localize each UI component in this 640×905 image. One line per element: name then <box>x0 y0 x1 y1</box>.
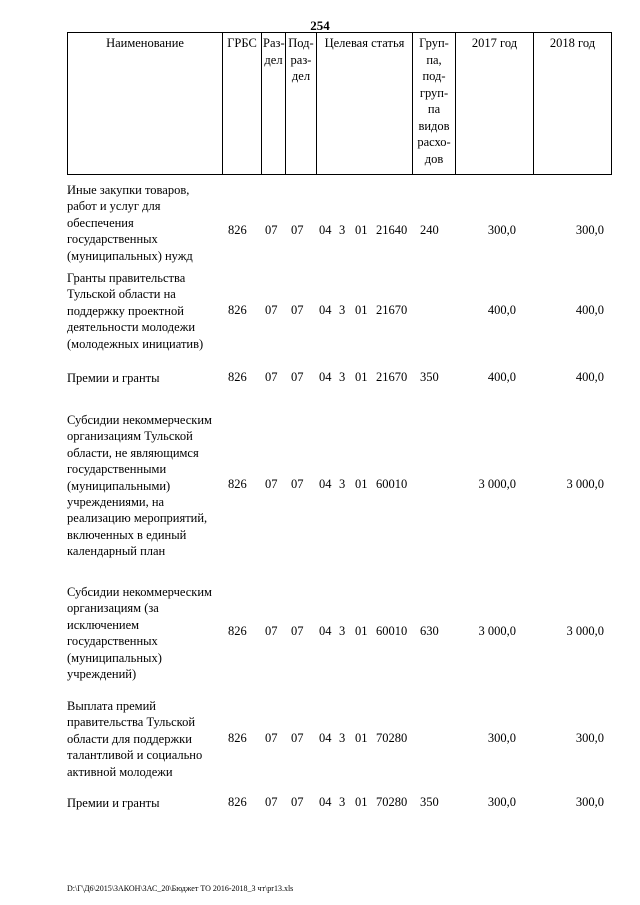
row-section: 07 <box>265 624 278 638</box>
row-expense-type: 630 <box>420 624 439 638</box>
row-2017: 300,0 <box>487 731 516 745</box>
col-section-header: Раз- дел <box>262 33 286 175</box>
row-subsection: 07 <box>291 624 304 638</box>
row-cs-event: 01 <box>355 303 368 317</box>
row-2017: 300,0 <box>487 223 516 237</box>
col-2018-header: 2018 год <box>534 33 612 175</box>
row-grbs: 826 <box>228 731 247 745</box>
row-expense-type: 240 <box>420 223 439 237</box>
row-2018: 300,0 <box>575 795 604 809</box>
row-cs-program: 04 <box>319 370 332 384</box>
row-cs-direction: 60010 <box>376 477 408 491</box>
row-subsection: 07 <box>291 731 304 745</box>
row-grbs: 826 <box>228 795 247 809</box>
row-cs-program: 04 <box>319 624 332 638</box>
row-cs-program: 04 <box>319 223 332 237</box>
row-2017: 400,0 <box>487 370 516 384</box>
row-subsection: 07 <box>291 223 304 237</box>
row-2017: 300,0 <box>487 795 516 809</box>
row-name: Субсидии некоммерческим организациям (за исключением государственных (муниципальных) учреждений) <box>67 585 212 682</box>
row-section: 07 <box>265 303 278 317</box>
row-expense-type: 350 <box>420 370 439 384</box>
col-target-header: Целевая статья <box>317 33 413 175</box>
row-grbs: 826 <box>228 223 247 237</box>
row-grbs: 826 <box>228 303 247 317</box>
col-2017-header: 2017 год <box>456 33 534 175</box>
row-expense-type: 350 <box>420 795 439 809</box>
row-cs-program: 04 <box>319 731 332 745</box>
row-cs-event: 01 <box>355 370 368 384</box>
row-cs-event: 01 <box>355 477 368 491</box>
row-cs-program: 04 <box>319 477 332 491</box>
row-section: 07 <box>265 370 278 384</box>
row-cs-direction: 21640 <box>376 223 408 237</box>
row-cs-type: 3 <box>339 731 346 745</box>
row-grbs: 826 <box>228 477 247 491</box>
row-cs-direction: 21670 <box>376 303 408 317</box>
row-name: Премии и гранты <box>67 796 160 810</box>
row-cs-type: 3 <box>339 477 346 491</box>
file-path-footer: D:\Г\Д6\2015\ЗАКОН\ЗАС_20\Бюджет ТО 2016-2018_3 чт\pr13.xls <box>67 884 294 893</box>
row-cs-event: 01 <box>355 731 368 745</box>
row-name: Гранты правительства Тульской области на поддержку проектной деятельности молодежи (молодежных инициатив) <box>67 271 204 351</box>
table-header <box>67 32 612 175</box>
row-2018: 3 000,0 <box>566 477 604 491</box>
col-subsection-header: Под- раз- дел <box>286 33 317 175</box>
row-2018: 3 000,0 <box>566 624 604 638</box>
row-cs-event: 01 <box>355 223 368 237</box>
row-2018: 400,0 <box>575 370 604 384</box>
row-section: 07 <box>265 223 278 237</box>
row-cs-type: 3 <box>339 303 346 317</box>
row-cs-direction: 70280 <box>376 731 408 745</box>
row-cs-event: 01 <box>355 795 368 809</box>
row-name: Субсидии некоммерческим организациям Тульской области, не являющимся государственными (муниципальными) учреждениями, на реализацию мероприятий, включенных в единый календарный план <box>67 413 212 559</box>
row-cs-type: 3 <box>339 624 346 638</box>
row-grbs: 826 <box>228 370 247 384</box>
row-name: Иные закупки товаров, работ и услуг для обеспечения государственных (муниципальных) нужд <box>67 183 193 263</box>
col-name-header: Наименование <box>68 33 223 175</box>
row-subsection: 07 <box>291 303 304 317</box>
row-cs-type: 3 <box>339 370 346 384</box>
row-section: 07 <box>265 477 278 491</box>
row-section: 07 <box>265 731 278 745</box>
row-cs-program: 04 <box>319 303 332 317</box>
row-section: 07 <box>265 795 278 809</box>
row-2017: 400,0 <box>487 303 516 317</box>
row-cs-type: 3 <box>339 223 346 237</box>
row-cs-program: 04 <box>319 795 332 809</box>
page-number: 254 <box>310 18 330 33</box>
row-cs-direction: 70280 <box>376 795 408 809</box>
row-2018: 400,0 <box>575 303 604 317</box>
row-name: Премии и гранты <box>67 371 160 385</box>
row-subsection: 07 <box>291 795 304 809</box>
row-2017: 3 000,0 <box>478 477 516 491</box>
row-subsection: 07 <box>291 477 304 491</box>
row-2017: 3 000,0 <box>478 624 516 638</box>
row-cs-type: 3 <box>339 795 346 809</box>
row-cs-direction: 60010 <box>376 624 408 638</box>
row-grbs: 826 <box>228 624 247 638</box>
row-2018: 300,0 <box>575 223 604 237</box>
row-cs-direction: 21670 <box>376 370 408 384</box>
col-grbs-header: ГРБС <box>223 33 262 175</box>
row-subsection: 07 <box>291 370 304 384</box>
col-group-header: Груп- па, под- груп- па видов расхо- дов <box>413 33 456 175</box>
row-name: Выплата премий правительства Тульской области для поддержки талантливой и социально активной молодежи <box>67 699 203 779</box>
row-2018: 300,0 <box>575 731 604 745</box>
row-cs-event: 01 <box>355 624 368 638</box>
